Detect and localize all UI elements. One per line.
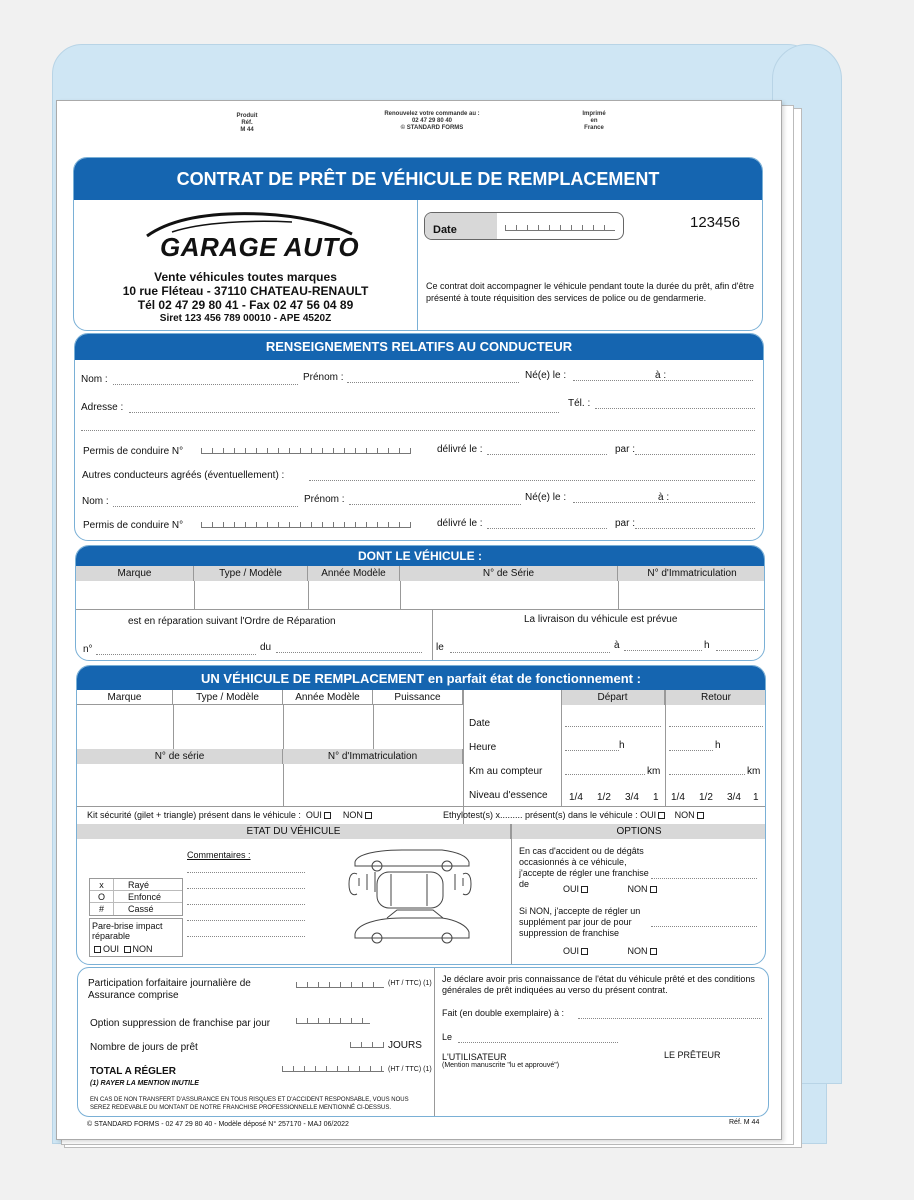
contract-title: CONTRAT DE PRÊT DE VÉHICULE DE REMPLACEMENT bbox=[74, 158, 762, 200]
parebrise-label: Pare-brise impact réparable bbox=[92, 921, 163, 941]
reparation-label: est en réparation suivant l'Ordre de Réparation bbox=[128, 616, 336, 627]
date-label: Date bbox=[425, 213, 497, 240]
parebrise-choices: OUI NON bbox=[92, 944, 180, 954]
comment-line-4[interactable] bbox=[187, 920, 305, 921]
permis-comb[interactable] bbox=[201, 446, 411, 454]
legend-casse: # Cassé bbox=[90, 903, 182, 915]
comment-line-5[interactable] bbox=[187, 936, 305, 937]
birthplace-label: à : bbox=[655, 370, 667, 381]
option2-choices: OUI NON bbox=[563, 946, 659, 956]
tel-label: Tél. : bbox=[568, 398, 591, 409]
depart-date-field[interactable] bbox=[565, 726, 661, 727]
rep-date-label: Date bbox=[469, 718, 491, 729]
replacement-panel bbox=[76, 665, 766, 965]
par2-field[interactable] bbox=[635, 528, 755, 529]
rep-km-label: Km au compteur bbox=[469, 766, 543, 777]
comment-line-1[interactable] bbox=[187, 872, 305, 873]
ethylotest-row: Ethylotest(s) x......... présent(s) dans le véhicule : OUI NON bbox=[443, 810, 706, 820]
birthdate2-label: Né(e) le : bbox=[525, 492, 567, 503]
depart-h-unit: h bbox=[619, 740, 625, 751]
damage-legend bbox=[89, 878, 183, 916]
insurance-disclaimer: EN CAS DE NON TRANSFERT D'ASSURANCE EN TOUS RISQUES ET D'ACCIDENT RESPONSABLE, VOUS NOUS SEREZ REDEVABLE DU MONTANT DE NOTRE FRANCHISE PROFESSIONNELLE MENTIONNÉ CI-DESSUS. bbox=[90, 1097, 409, 1111]
reorder-info: Renouvelez votre commande au : 02 47 29 80 40 © STANDARD FORMS bbox=[384, 111, 480, 131]
parebrise-non-checkbox[interactable] bbox=[124, 946, 131, 953]
le-field[interactable] bbox=[458, 1042, 618, 1043]
tel-field[interactable] bbox=[595, 408, 755, 409]
adresse-field[interactable] bbox=[129, 412, 559, 413]
option-franchise-field[interactable] bbox=[651, 878, 757, 879]
le-label: Le bbox=[442, 1032, 453, 1042]
total-unit: (HT / TTC) (1) bbox=[388, 1066, 432, 1073]
option-franchise-label: Option suppression de franchise par jour bbox=[90, 1018, 271, 1029]
prenom-label: Prénom : bbox=[303, 372, 344, 383]
option2-non-checkbox[interactable] bbox=[650, 948, 657, 955]
nom2-field[interactable] bbox=[113, 506, 298, 507]
depart-level-14[interactable]: 1/4 bbox=[569, 792, 583, 803]
grid-line bbox=[618, 581, 619, 609]
permis-label: Permis de conduire N° bbox=[83, 446, 184, 457]
rep-col-puissance: Puissance bbox=[373, 690, 463, 705]
delivre2-field[interactable] bbox=[487, 528, 607, 529]
adresse-field-2[interactable] bbox=[81, 430, 755, 431]
total-label: TOTAL A RÉGLER bbox=[90, 1066, 176, 1077]
nom2-label: Nom : bbox=[82, 496, 109, 507]
livraison-label: La livraison du véhicule est prévue bbox=[524, 614, 678, 625]
col-serie: N° de Série bbox=[400, 566, 618, 581]
col-immat: N° d'Immatriculation bbox=[618, 566, 765, 581]
retour-km-unit: km bbox=[747, 766, 761, 777]
car-diagram-icon bbox=[347, 844, 477, 964]
grid-line bbox=[194, 581, 195, 609]
rep-col-immat: N° d'Immatriculation bbox=[283, 749, 463, 764]
col-marque: Marque bbox=[76, 566, 194, 581]
autres-conducteurs-label: Autres conducteurs agréés (éventuellement) : bbox=[82, 470, 285, 481]
rep-col-marque: Marque bbox=[77, 690, 173, 705]
depart-km-field[interactable] bbox=[565, 774, 645, 775]
birthplace2-label: à : bbox=[658, 492, 670, 503]
adresse-label: Adresse : bbox=[81, 402, 124, 413]
vehicle-title: DONT LE VÉHICULE : bbox=[76, 546, 764, 566]
birthdate-label: Né(e) le : bbox=[525, 370, 567, 381]
driver-panel bbox=[74, 333, 764, 541]
rep-heure-label: Heure bbox=[469, 742, 497, 753]
depart-header: Départ bbox=[561, 690, 665, 705]
vehicle-panel bbox=[75, 545, 765, 661]
livraison-le-label: le bbox=[436, 642, 444, 653]
or-date-label: du bbox=[260, 642, 272, 653]
col-type: Type / Modèle bbox=[194, 566, 308, 581]
grid-line bbox=[373, 705, 374, 749]
declaration-text: Je déclare avoir pris connaissance de l'état du véhicule prêté et des conditions générales de prêt indiquées au verso du présent contrat. bbox=[442, 974, 755, 995]
grid-line bbox=[434, 968, 435, 1117]
grid-line bbox=[400, 581, 401, 609]
livraison-le-field[interactable] bbox=[450, 652, 610, 653]
delivre-field[interactable] bbox=[487, 454, 607, 455]
or-date-field[interactable] bbox=[276, 652, 422, 653]
legend-enfonce: O Enfoncé bbox=[90, 891, 182, 903]
option-franchise-comb[interactable] bbox=[296, 1016, 370, 1024]
retour-km-field[interactable] bbox=[669, 774, 745, 775]
grid-line bbox=[283, 764, 284, 806]
option-franchise-text: En cas d'accident ou de dégâts occasionnés à ce véhicule, j'accepte de régler une franchise de bbox=[519, 846, 649, 889]
livraison-h-label: h bbox=[704, 640, 710, 651]
commentaires-label: Commentaires : bbox=[187, 850, 251, 860]
retour-date-field[interactable] bbox=[669, 726, 763, 727]
comment-line-3[interactable] bbox=[187, 904, 305, 905]
parebrise-box bbox=[89, 918, 183, 957]
permis2-comb[interactable] bbox=[201, 520, 411, 528]
or-number-label: n° bbox=[83, 644, 93, 655]
utilisateur-label: L'UTILISATEUR bbox=[442, 1052, 507, 1062]
grid-line bbox=[665, 690, 666, 806]
grid-line bbox=[511, 824, 512, 965]
option1-non-checkbox[interactable] bbox=[650, 886, 657, 893]
retour-level-1[interactable]: 1 bbox=[753, 792, 759, 803]
retour-heure-field[interactable] bbox=[669, 750, 713, 751]
ethylotest-non-checkbox[interactable] bbox=[697, 812, 704, 819]
footer-copyright: © STANDARD FORMS - 02 47 29 80 40 - Modèle déposé N° 257170 - MAJ 06/2022 bbox=[87, 1121, 349, 1128]
nb-jours-label: Nombre de jours de prêt bbox=[90, 1042, 198, 1053]
printed-in: Imprimé en France bbox=[582, 111, 606, 131]
contract-number: 123456 bbox=[690, 214, 741, 231]
delivre2-label: délivré le : bbox=[437, 518, 483, 529]
rayer-note: (1) RAYER LA MENTION INUTILE bbox=[90, 1080, 199, 1087]
options-title: OPTIONS bbox=[511, 824, 766, 839]
grid-line bbox=[283, 705, 284, 749]
ethylotest-oui-checkbox[interactable] bbox=[658, 812, 665, 819]
nb-jours-comb[interactable] bbox=[350, 1040, 384, 1048]
rep-col-serie: N° de série bbox=[77, 749, 283, 764]
grid-line bbox=[308, 581, 309, 609]
footer-ref: Réf. M 44 bbox=[729, 1119, 760, 1126]
permis2-label: Permis de conduire N° bbox=[83, 520, 184, 531]
prenom2-field[interactable] bbox=[349, 504, 521, 505]
livraison-a-label: à bbox=[614, 640, 620, 651]
jours-unit: JOURS bbox=[388, 1040, 422, 1051]
option1-choices: OUI NON bbox=[563, 884, 659, 894]
grid-line bbox=[76, 609, 764, 610]
contract-header-panel bbox=[73, 157, 763, 331]
livraison-a-field[interactable] bbox=[624, 650, 702, 651]
par-field[interactable] bbox=[635, 454, 755, 455]
fait-label: Fait (en double exemplaire) à : bbox=[442, 1008, 565, 1018]
prenom2-label: Prénom : bbox=[304, 494, 345, 505]
legend-raye: x Rayé bbox=[90, 879, 182, 891]
product-ref: Produit Réf. M 44 bbox=[236, 113, 258, 133]
option1-oui-checkbox[interactable] bbox=[581, 886, 588, 893]
option2-oui-checkbox[interactable] bbox=[581, 948, 588, 955]
option-supplement-field[interactable] bbox=[651, 926, 757, 927]
date-field[interactable] bbox=[424, 212, 624, 240]
depart-km-unit: km bbox=[647, 766, 661, 777]
preteur-label: LE PRÊTEUR bbox=[664, 1050, 721, 1060]
retour-level-12[interactable]: 1/2 bbox=[699, 792, 713, 803]
retour-level-34[interactable]: 3/4 bbox=[727, 792, 741, 803]
rep-col-annee: Année Modèle bbox=[283, 690, 373, 705]
nom-label: Nom : bbox=[81, 374, 108, 385]
parebrise-oui-checkbox[interactable] bbox=[94, 946, 101, 953]
par2-label: par : bbox=[615, 518, 636, 529]
autres-field[interactable] bbox=[309, 480, 755, 481]
billing-panel bbox=[77, 967, 769, 1117]
kit-securite-row: Kit sécurité (gilet + triangle) présent dans le véhicule : OUI NON bbox=[87, 810, 374, 820]
delivre-label: délivré le : bbox=[437, 444, 483, 455]
participation-unit: (HT / TTC) (1) bbox=[388, 980, 432, 987]
grid-line bbox=[173, 705, 174, 749]
fait-field[interactable] bbox=[578, 1018, 762, 1019]
nom-field[interactable] bbox=[113, 384, 298, 385]
depart-level-34[interactable]: 3/4 bbox=[625, 792, 639, 803]
option-supplement-text: Si NON, j'accepte de régler un supplément par jour de pour suppression de franchise bbox=[519, 906, 641, 938]
garage-address: Vente véhicules toutes marques 10 rue Fléteau - 37110 CHATEAU-RENAULT Tél 02 47 29 80 41 - Fax 02 47 56 04 89 Siret 123 456 789 00010 - APE 4520Z bbox=[122, 270, 369, 324]
prenom-field[interactable] bbox=[347, 382, 519, 383]
driver-title: RENSEIGNEMENTS RELATIFS AU CONDUCTEUR bbox=[75, 334, 763, 360]
par-label: par : bbox=[615, 444, 636, 455]
replacement-title: UN VÉHICULE DE REMPLACEMENT en parfait état de fonctionnement : bbox=[77, 666, 765, 690]
date-comb bbox=[505, 223, 615, 231]
contract-notice: Ce contrat doit accompagner le véhicule pendant toute la durée du prêt, afin d'être présenté à toute réquisition des services de police ou de gendarmerie. bbox=[426, 281, 754, 303]
depart-level-12[interactable]: 1/2 bbox=[597, 792, 611, 803]
divider bbox=[417, 200, 418, 331]
comment-line-2[interactable] bbox=[187, 888, 305, 889]
retour-header: Retour bbox=[665, 690, 766, 705]
livraison-h-field[interactable] bbox=[716, 650, 758, 651]
garage-logo: GARAGE AUTO bbox=[160, 232, 360, 262]
rep-col-type: Type / Modèle bbox=[173, 690, 283, 705]
etat-title: ETAT DU VÉHICULE bbox=[77, 824, 511, 839]
total-comb[interactable] bbox=[282, 1064, 384, 1072]
col-annee: Année Modèle bbox=[308, 566, 400, 581]
grid-line bbox=[432, 609, 433, 661]
form-page bbox=[56, 100, 782, 1140]
depart-heure-field[interactable] bbox=[565, 750, 619, 751]
grid-line bbox=[77, 806, 765, 807]
depart-level-1[interactable]: 1 bbox=[653, 792, 659, 803]
kit-non-checkbox[interactable] bbox=[365, 812, 372, 819]
kit-oui-checkbox[interactable] bbox=[324, 812, 331, 819]
participation-comb[interactable] bbox=[296, 980, 384, 988]
participation-label: Participation forfaitaire journalière de Assurance comprise bbox=[88, 978, 251, 1001]
retour-h-unit: h bbox=[715, 740, 721, 751]
rep-essence-label: Niveau d'essence bbox=[469, 790, 548, 801]
or-number-field[interactable] bbox=[96, 654, 256, 655]
mention-label: (Mention manuscrite "lu et approuvé") bbox=[442, 1062, 560, 1069]
retour-level-14[interactable]: 1/4 bbox=[671, 792, 685, 803]
grid-line bbox=[561, 690, 562, 806]
